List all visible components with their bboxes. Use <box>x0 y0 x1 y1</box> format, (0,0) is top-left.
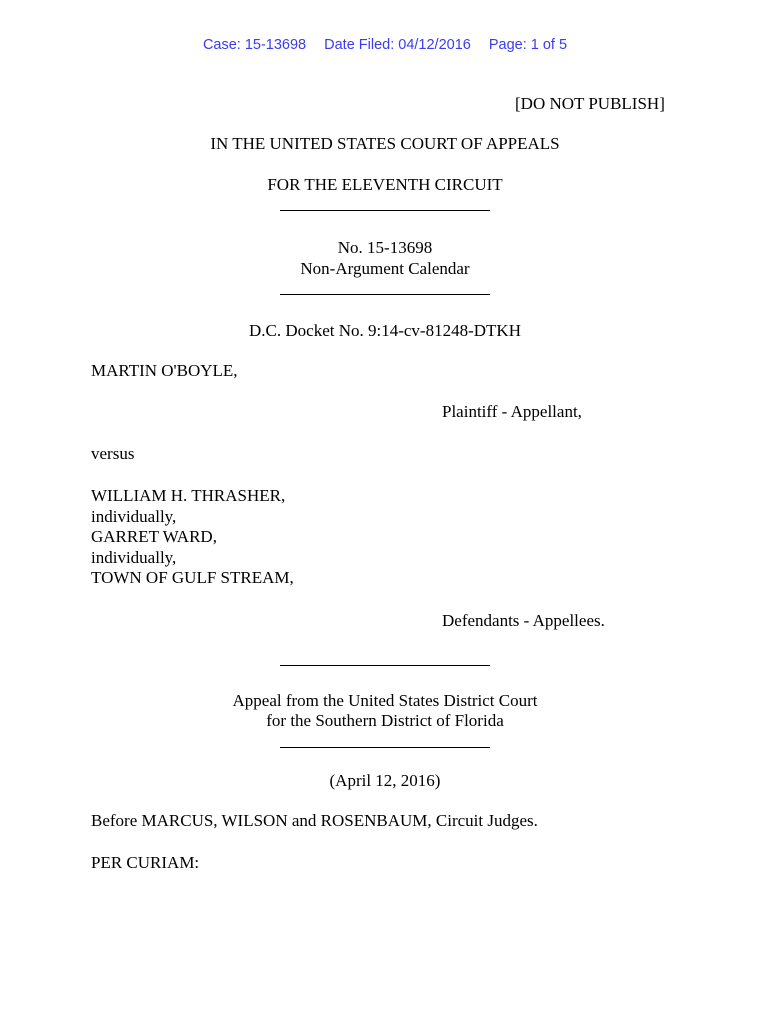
defendant-line: individually, <box>91 507 177 526</box>
plaintiff-role: Plaintiff - Appellant, <box>442 402 582 421</box>
appeal-origin: Appeal from the United States District Court <box>232 691 538 710</box>
appeal-district: for the Southern District of Florida <box>266 711 504 730</box>
divider-rule <box>280 665 490 666</box>
versus-label: versus <box>91 444 135 463</box>
plaintiff-name: MARTIN O'BOYLE, <box>91 361 238 380</box>
court-name: IN THE UNITED STATES COURT OF APPEALS <box>210 134 560 153</box>
case-header <box>0 37 770 53</box>
defendant-line: GARRET WARD, <box>91 527 217 546</box>
judges-line: Before MARCUS, WILSON and ROSENBAUM, Circuit Judges. <box>91 811 538 830</box>
docket-number: D.C. Docket No. 9:14-cv-81248-DTKH <box>249 321 521 340</box>
decision-date: (April 12, 2016) <box>329 771 441 790</box>
page-number-header: Page: 1 of 5 <box>488 37 568 53</box>
date-filed-header: Date Filed: 04/12/2016 <box>324 37 471 53</box>
defendants-role: Defendants - Appellees. <box>442 611 605 630</box>
publish-notice: [DO NOT PUBLISH] <box>515 94 665 113</box>
case-number: No. 15-13698 <box>337 238 433 257</box>
defendant-line: WILLIAM H. THRASHER, <box>91 486 286 505</box>
circuit-name: FOR THE ELEVENTH CIRCUIT <box>267 175 503 194</box>
per-curiam-heading: PER CURIAM: <box>91 853 200 872</box>
divider-rule <box>280 294 490 295</box>
calendar-type: Non-Argument Calendar <box>300 259 470 278</box>
defendant-line: individually, <box>91 548 177 567</box>
divider-rule <box>280 210 490 211</box>
case-number-header: Case: 15-13698 <box>202 37 307 53</box>
divider-rule <box>280 747 490 748</box>
defendant-line: TOWN OF GULF STREAM, <box>91 568 294 587</box>
